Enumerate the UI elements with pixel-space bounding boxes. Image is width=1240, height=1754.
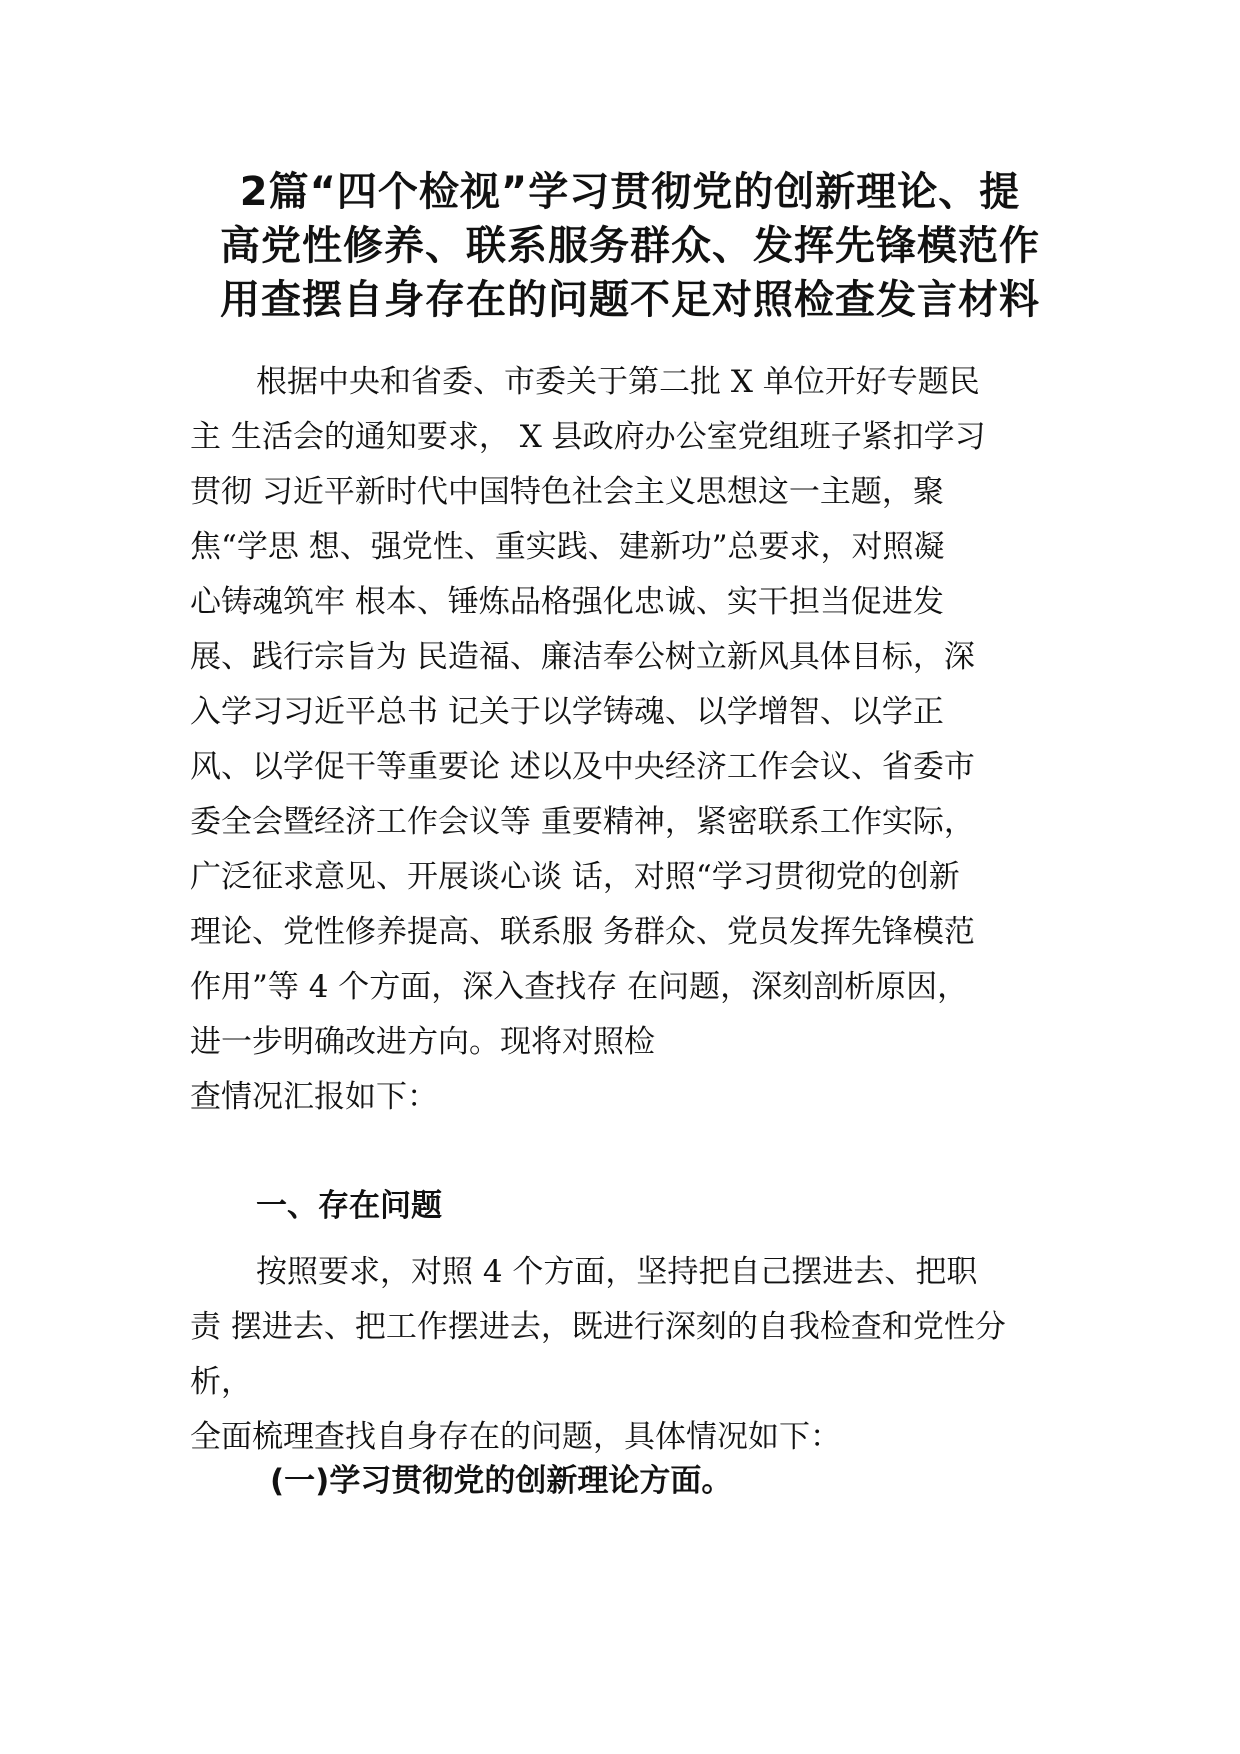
section-heading: 一、存在问题 — [256, 1188, 442, 1224]
text-line: 主 生活会的通知要求， X 县政府办公室党组班子紧扣学习 — [190, 419, 986, 455]
title-line: 用查摆自身存在的问题不足对照检查发言材料 — [220, 277, 1040, 323]
paragraph-intro — [190, 355, 1060, 1125]
text-line: 心铸魂筑牢 根本、锤炼品格强化忠诚、实干担当促进发 — [190, 584, 944, 620]
text-line: 风、以学促干等重要论 述以及中央经济工作会议、省委市 — [190, 749, 975, 785]
text-line: 广泛征求意见、开展谈心谈 话，对照“学习贯彻党的创新 — [190, 859, 960, 895]
text-line: 展、践行宗旨为 民造福、廉洁奉公树立新风具体目标，深 — [190, 639, 975, 675]
text-line: 根据中央和省委、市委关于第二批 X 单位开好专题民 — [256, 364, 980, 400]
text-line: 按照要求，对照 4 个方面，坚持把自己摆进去、把职 — [256, 1254, 978, 1290]
text-line: 焦“学思 想、强党性、重实践、建新功”总要求，对照凝 — [190, 529, 945, 565]
text-line: 析， — [190, 1364, 252, 1400]
text-line: 进一步明确改进方向。现将对照检 — [190, 1024, 655, 1060]
text-line: 查情况汇报如下： — [190, 1079, 438, 1115]
subsection-heading: (一)学习贯彻党的创新理论方面。 — [270, 1463, 733, 1499]
text-line: 作用”等 4 个方面，深入查找存 在问题，深刻剖析原因， — [190, 969, 969, 1005]
text-line: 委全会暨经济工作会议等 重要精神，紧密联系工作实际， — [190, 804, 975, 840]
text-line: 贯彻 习近平新时代中国特色社会主义思想这一主题，聚 — [190, 474, 944, 510]
title-line: 高党性修养、联系服务群众、发挥先锋模范作 — [220, 223, 1040, 269]
paragraph-requirements — [190, 1245, 1060, 1465]
text-line: 全面梳理查找自身存在的问题，具体情况如下： — [190, 1419, 841, 1455]
text-line: 责 摆进去、把工作摆进去，既进行深刻的自我检查和党性分 — [190, 1309, 1006, 1345]
title-line: 2篇“四个检视”学习贯彻党的创新理论、提 — [239, 169, 1021, 215]
document-title — [190, 165, 1070, 327]
text-line: 理论、党性修养提高、联系服 务群众、党员发挥先锋模范 — [190, 914, 975, 950]
text-line: 入学习习近平总书 记关于以学铸魂、以学增智、以学正 — [190, 694, 944, 730]
